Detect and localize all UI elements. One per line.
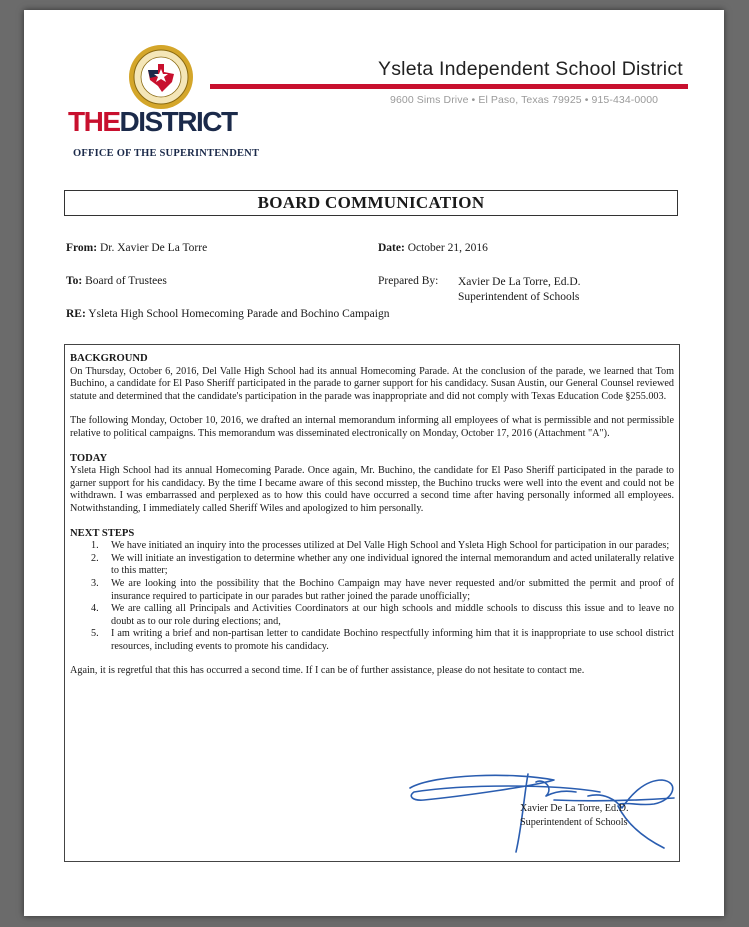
office-label: OFFICE OF THE SUPERINTENDENT: [73, 148, 260, 159]
list-item: [70, 603, 674, 628]
list-item-number: 4.: [91, 603, 99, 615]
prepared-by-name: Xavier De La Torre, Ed.D.: [458, 276, 581, 288]
header-red-rule: [210, 84, 688, 89]
today-paragraph: Ysleta High School had its annual Homecoming Parade. Once again, Mr. Buchino, the candidate for El Paso Sheriff participated in the parade to garner support for his candidacy. By the time I became aware of this second misstep, the Buchino trucks were well into the event and could not be withdrawn. I was embarrassed and perplexed as to how this could have occurred a second time after having personally informed all employees. Notwithstanding, I immediately called Sheriff Wiles and apologized to him personally.: [70, 465, 674, 514]
signature-block: [520, 802, 629, 830]
date-label: Date:: [378, 242, 405, 254]
document-title: BOARD COMMUNICATION: [64, 190, 678, 216]
list-item: [70, 578, 674, 603]
re-line: [66, 308, 389, 320]
list-item-text: We are calling all Principals and Activities Coordinators at our high schools and middle schools to discuss this issue and to leave no doubt as to our role during elections; and,: [111, 603, 674, 627]
next-steps-heading: NEXT STEPS: [70, 527, 135, 539]
from-value: Dr. Xavier De La Torre: [99, 242, 208, 254]
body-content: [70, 353, 674, 678]
to-line: [66, 275, 167, 287]
from-label: From:: [66, 242, 98, 254]
list-item-number: 3.: [91, 577, 99, 589]
prepared-by-block: [458, 275, 581, 305]
next-steps-list: [70, 540, 674, 653]
district-name: Ysleta Independent School District: [378, 58, 683, 80]
re-value: Ysleta High School Homecoming Parade and Bochino Campaign: [88, 308, 390, 320]
list-item: [70, 540, 674, 553]
district-seal-icon: [128, 44, 194, 110]
re-label: RE:: [66, 308, 86, 320]
date-line: [378, 242, 488, 254]
list-item-number: 5.: [91, 628, 99, 640]
list-item-text: I am writing a brief and non-partisan letter to candidate Bochino respectfully informing him that it is inappropriate to use school district resources, including events to promote his candidacy.: [111, 628, 674, 652]
today-heading: TODAY: [70, 452, 108, 464]
logo-the: THE: [68, 106, 120, 137]
date-value: October 21, 2016: [407, 242, 488, 254]
background-paragraph-2: The following Monday, October 10, 2016, we drafted an internal memorandum informing all employees of what is permissible and not permissible relative to political campaigns. This memorandum was disseminated electronically on Monday, October 17, 2016 (Attachment "A").: [70, 415, 674, 439]
signature-title: Superintendent of Schools: [520, 817, 628, 828]
background-heading: BACKGROUND: [70, 353, 148, 364]
prepared-by-label: Prepared By:: [378, 275, 439, 287]
list-item: [70, 628, 674, 653]
list-item-text: We will initiate an investigation to determine whether any one individual ignored the internal memorandum and acted unilaterally relative to this matter;: [111, 552, 674, 577]
list-item-number: 2.: [91, 552, 99, 564]
background-paragraph-1: On Thursday, October 6, 2016, Del Valle High School had its annual Homecoming Parade. At the conclusion of the parade, we learned that Tom Buchino, a candidate for El Paso Sheriff participated in the parade to garner support for his candidacy. Susan Austin, our General Counsel reviewed statute and determined that the candidate's participation in the parade was inappropriate and did not comply with Texas Education Code §255.003.: [70, 365, 674, 402]
to-label: To:: [66, 275, 83, 287]
list-item-text: We are looking into the possibility that the Bochino Campaign may have never requested and/or submitted the permit and proof of insurance required to participate in our parades but rather joined the parade unofficially;: [111, 577, 674, 602]
district-logo: [68, 108, 237, 136]
closing-paragraph: Again, it is regretful that this has occurred a second time. If I can be of further assistance, please do not hesitate to contact me.: [70, 665, 585, 677]
from-line: [66, 242, 207, 254]
district-address: 9600 Sims Drive • El Paso, Texas 79925 • 915-434-0000: [390, 94, 659, 106]
list-item-number: 1.: [91, 540, 99, 552]
list-item: [70, 553, 674, 578]
list-item-text: We have initiated an inquiry into the processes utilized at Del Valle High School and Ysleta High School for participation in our parades;: [111, 540, 670, 552]
signature-name: Xavier De La Torre, Ed.D.: [520, 803, 629, 814]
to-value: Board of Trustees: [85, 275, 167, 287]
document-page: [24, 10, 724, 916]
logo-district: DISTRICT: [119, 106, 237, 137]
prepared-by-title: Superintendent of Schools: [458, 291, 580, 303]
